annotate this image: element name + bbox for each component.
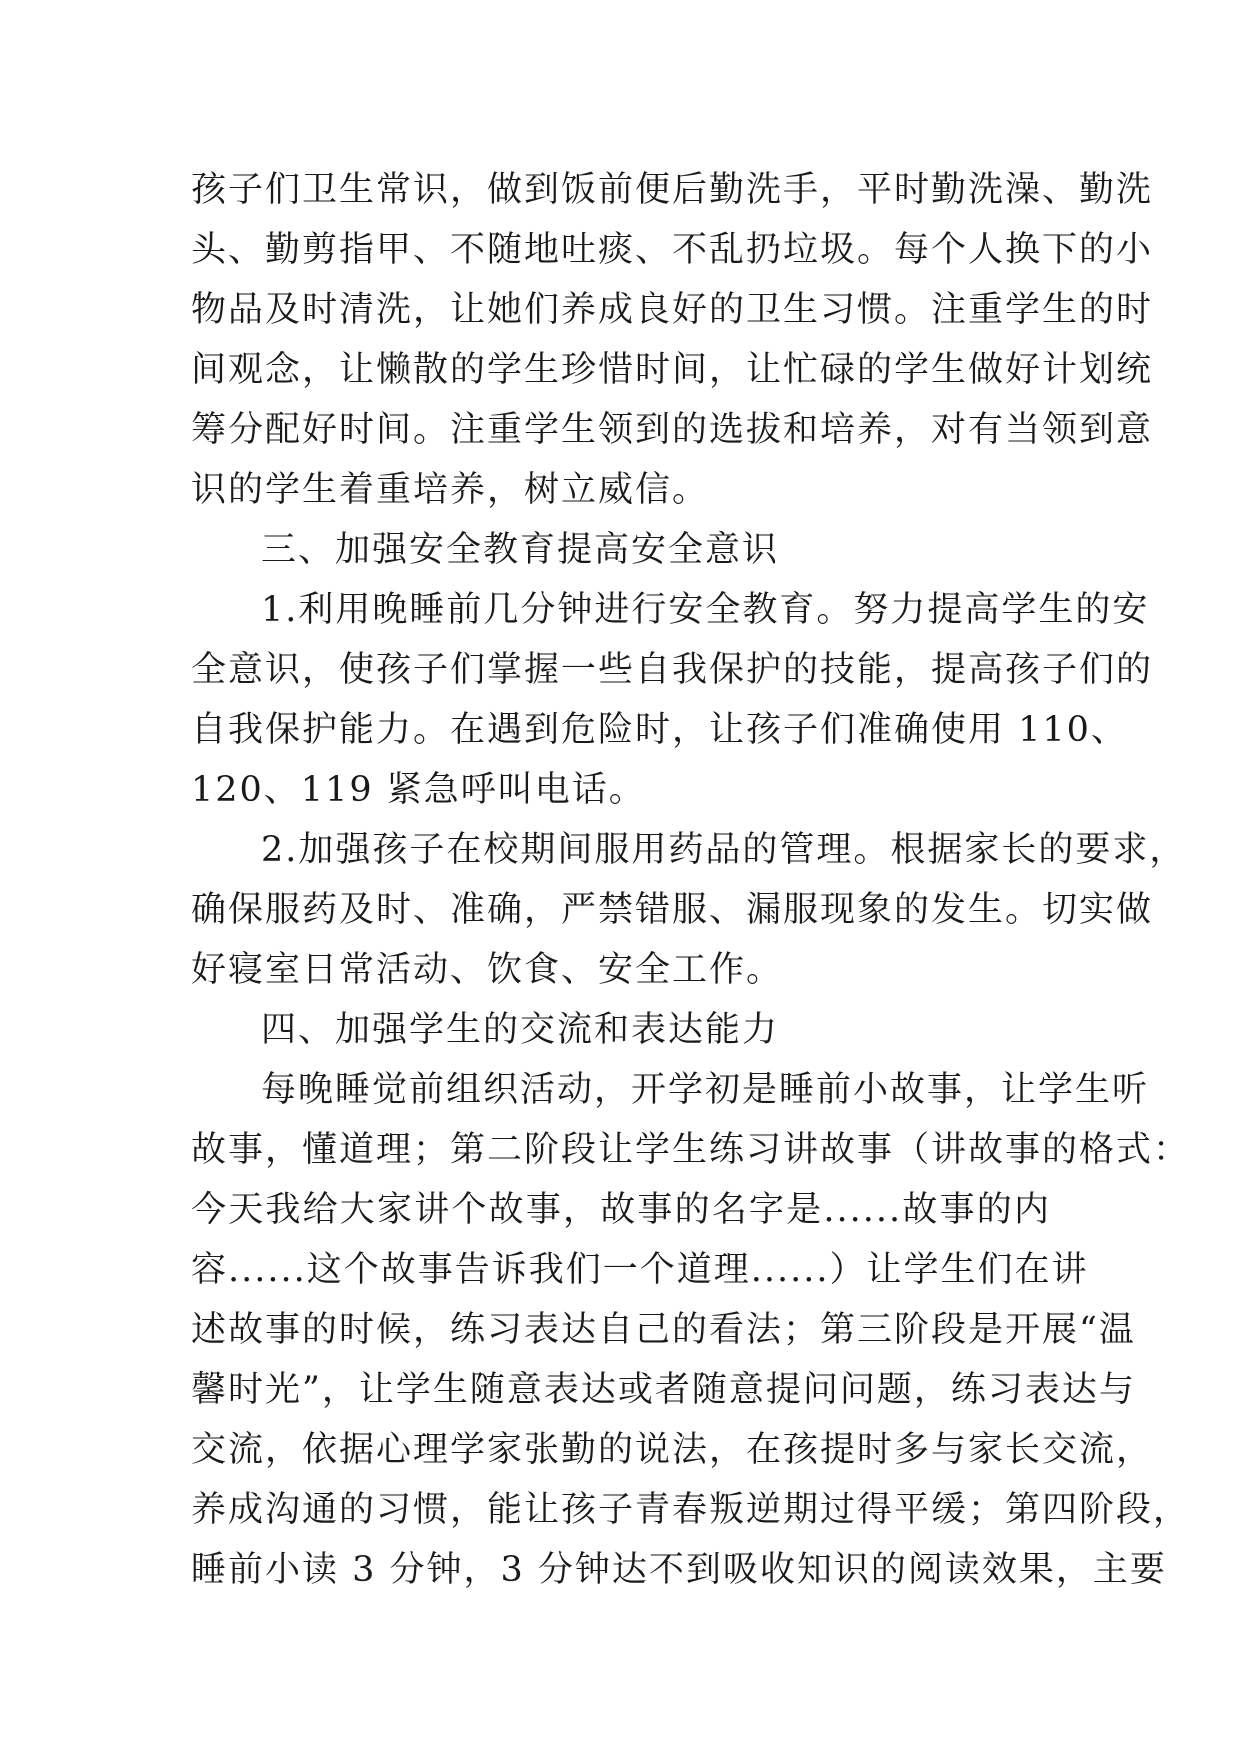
paragraph-line: 今天我给大家讲个故事，故事的名字是......故事的内 xyxy=(191,1190,1051,1230)
paragraph-line: 养成沟通的习惯，能让孩子青春叛逆期过得平缓；第四阶段， xyxy=(191,1490,1191,1530)
paragraph-line: 头、勤剪指甲、不随地吐痰、不乱扔垃圾。每个人换下的小 xyxy=(191,230,1154,270)
paragraph-line: 好寝室日常活动、饮食、安全工作。 xyxy=(191,950,784,990)
section-heading: 四、加强学生的交流和表达能力 xyxy=(261,1010,780,1050)
paragraph-line: 2.加强孩子在校期间服用药品的管理。根据家长的要求， xyxy=(261,830,1187,870)
paragraph-line: 述故事的时候，练习表达自己的看法；第三阶段是开展“温 xyxy=(191,1310,1136,1350)
paragraph-line: 120、119 紧急呼叫电话。 xyxy=(191,770,646,810)
paragraph-line: 故事，懂道理；第二阶段让学生练习讲故事（讲故事的格式： xyxy=(191,1130,1191,1170)
paragraph-line: 容......这个故事告诉我们一个道理......）让学生们在讲 xyxy=(191,1250,1089,1290)
paragraph-line: 睡前小读 3 分钟，3 分钟达不到吸收知识的阅读效果，主要 xyxy=(191,1550,1167,1590)
section-heading: 三、加强安全教育提高安全意识 xyxy=(261,530,780,570)
paragraph-line: 确保服药及时、准确，严禁错服、漏服现象的发生。切实做 xyxy=(191,890,1154,930)
paragraph-line: 孩子们卫生常识，做到饭前便后勤洗手，平时勤洗澡、勤洗 xyxy=(191,170,1154,210)
paragraph-line: 自我保护能力。在遇到危险时，让孩子们准确使用 110、 xyxy=(191,710,1128,750)
paragraph-line: 1.利用晚睡前几分钟进行安全教育。努力提高学生的安 xyxy=(261,590,1150,630)
paragraph-line: 馨时光”，让学生随意表达或者随意提问问题，练习表达与 xyxy=(191,1370,1136,1410)
paragraph-line: 识的学生着重培养，树立威信。 xyxy=(191,470,710,510)
paragraph-line: 每晚睡觉前组织活动，开学初是睡前小故事，让学生听 xyxy=(261,1070,1150,1110)
paragraph-line: 筹分配好时间。注重学生领到的选拔和培养，对有当领到意 xyxy=(191,410,1154,450)
document-body xyxy=(191,160,1191,1600)
paragraph-line: 交流，依据心理学家张勤的说法，在孩提时多与家长交流， xyxy=(191,1430,1154,1470)
paragraph-line: 间观念，让懒散的学生珍惜时间，让忙碌的学生做好计划统 xyxy=(191,350,1154,390)
paragraph-line: 全意识，使孩子们掌握一些自我保护的技能，提高孩子们的 xyxy=(191,650,1154,690)
paragraph-line: 物品及时清洗，让她们养成良好的卫生习惯。注重学生的时 xyxy=(191,290,1154,330)
